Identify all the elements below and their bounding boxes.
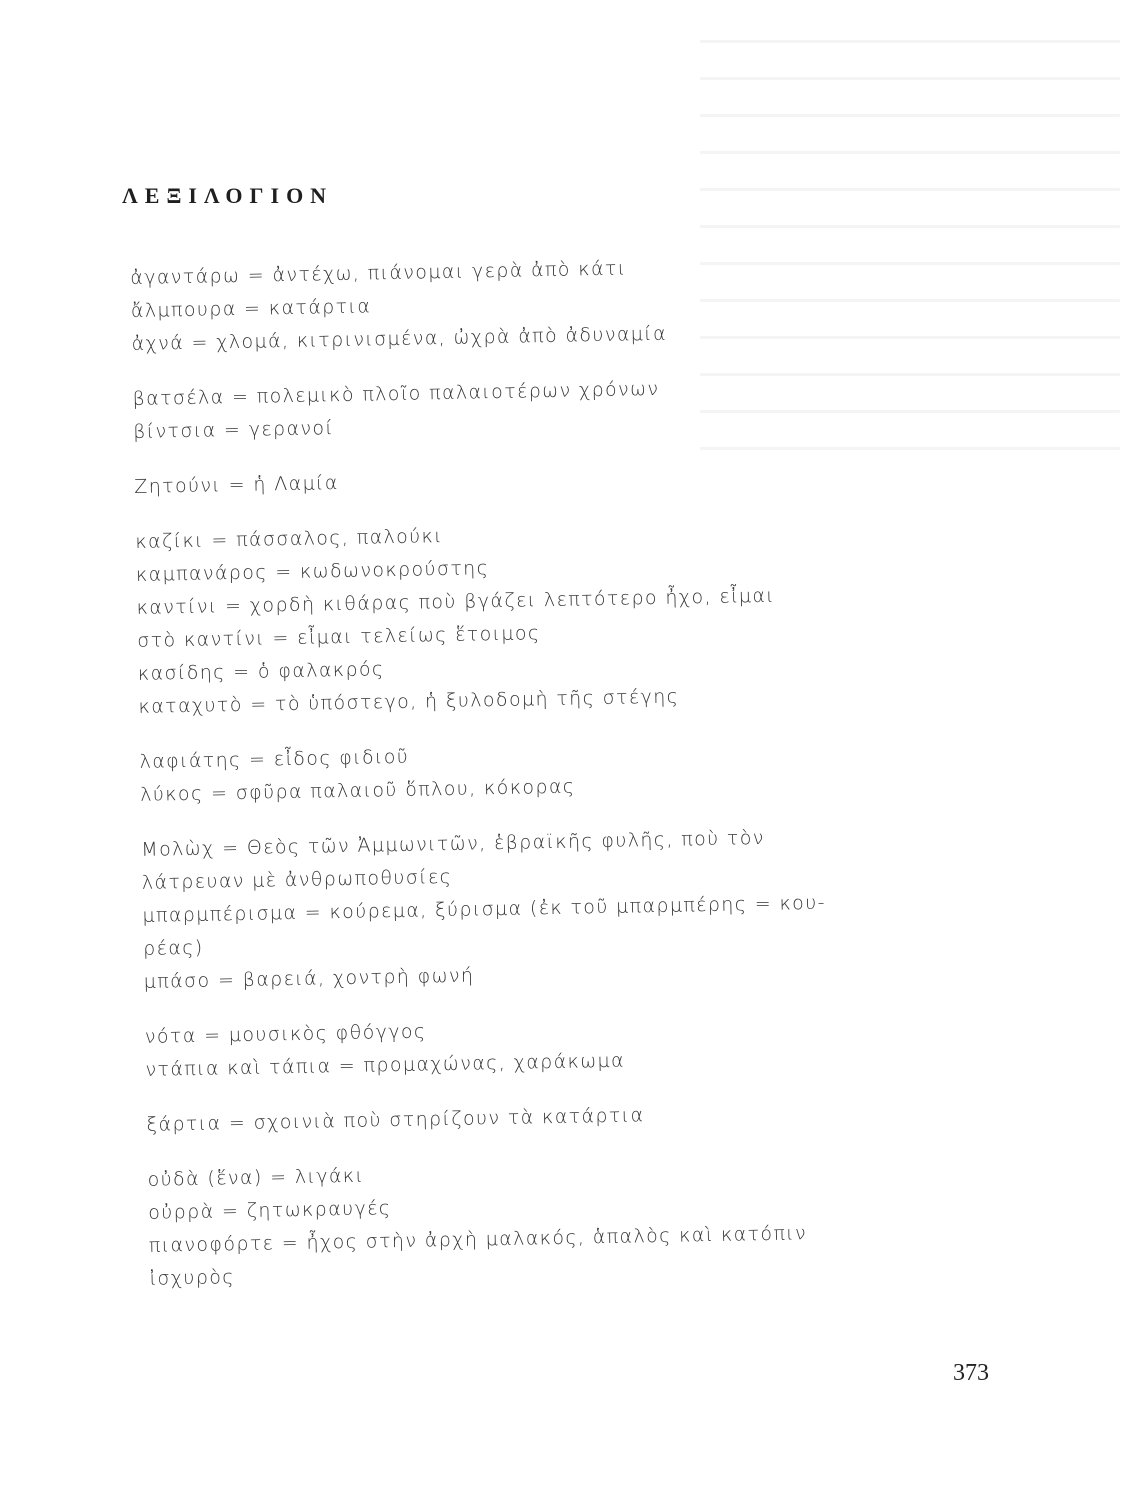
glossary-line: κασίδης = ὁ φαλακρός bbox=[137, 658, 385, 685]
glossary-group bbox=[145, 1005, 966, 1087]
glossary-line: λαφιάτης = εἶδος φιδιοῦ bbox=[139, 745, 410, 773]
glossary-line: ντάπια καὶ τάπια = προμαχώνας, χαράκωμα bbox=[145, 1049, 626, 1081]
glossary-line: μπαρμπέρισμα = κούρεμα, ξύρισμα (ἐκ τοῦ μπαρμπέρης = κου- bbox=[142, 891, 827, 927]
glossary-line: λάτρευαν μὲ ἀνθρωποθυσίες bbox=[141, 865, 453, 894]
glossary-line: ρέας) bbox=[142, 936, 204, 960]
glossary-line: καταχυτὸ = τὸ ὑπόστεγο, ἡ ξυλοδομὴ τῆς στέγης bbox=[138, 685, 680, 718]
glossary-line: ἀχνά = χλομά, κιτρινισμένα, ὠχρὰ ἀπὸ ἀδυναμία bbox=[131, 322, 668, 355]
glossary-line: οὐρρὰ = ζητωκραυγές bbox=[148, 1197, 392, 1224]
glossary-group bbox=[132, 367, 953, 449]
glossary-line: μπάσο = βαρειά, χοντρὴ φωνή bbox=[143, 964, 475, 993]
page-number: 373 bbox=[953, 1360, 989, 1386]
glossary-line: ἰσχυρὸς bbox=[149, 1266, 236, 1290]
page-title: ΛΕΞΙΛΟΓΙΟΝ bbox=[122, 183, 334, 208]
glossary-line: στὸ καντίνι = εἶμαι τελείως ἕτοιμος bbox=[137, 622, 541, 652]
glossary-group bbox=[147, 1148, 969, 1296]
glossary-group bbox=[130, 246, 952, 361]
glossary-line: βατσέλα = πολεμικὸ πλοῖο παλαιοτέρων χρόνων bbox=[132, 377, 660, 410]
glossary-line: Μολὼχ = Θεὸς τῶν Ἀμμωνιτῶν, ἑβραϊκῆς φυλῆς, ποὺ τὸν bbox=[141, 826, 766, 861]
glossary-line: ἄλμπουρα = κατάρτια bbox=[130, 295, 372, 322]
glossary-group bbox=[141, 818, 964, 999]
glossary-entries bbox=[130, 246, 970, 1318]
glossary-line: καμπανάρος = κωδωνοκρούστης bbox=[135, 557, 490, 586]
glossary-group bbox=[139, 730, 960, 812]
glossary-line: καζίκι = πάσσαλος, παλούκι bbox=[135, 525, 444, 553]
glossary-line: καντίνι = χορδὴ κιθάρας ποὺ βγάζει λεπτότερο ἦχο, εἶμαι bbox=[136, 584, 776, 619]
glossary-group bbox=[135, 510, 959, 724]
glossary-line: λύκος = σφῦρα παλαιοῦ ὅπλου, κόκορας bbox=[140, 775, 576, 806]
glossary-line: Ζητούνι = ἡ Λαμία bbox=[134, 472, 339, 498]
glossary-group bbox=[146, 1093, 966, 1142]
glossary-line: νότα = μουσικὸς φθόγγος bbox=[144, 1020, 427, 1048]
glossary-line: βίντσια = γερανοί bbox=[133, 417, 335, 443]
glossary-group bbox=[134, 455, 954, 504]
glossary-line: ἀγαντάρω = ἀντέχω, πιάνομαι γερὰ ἀπὸ κάτι bbox=[130, 257, 627, 289]
glossary-line: πιανοφόρτε = ἦχος στὴν ἀρχὴ μαλακός, ἁπαλὸς καὶ κατόπιν bbox=[148, 1222, 808, 1257]
glossary-line: ξάρτια = σχοινιὰ ποὺ στηρίζουν τὰ κατάρτια bbox=[146, 1104, 645, 1136]
glossary-line: οὐδὰ (ἕνα) = λιγάκι bbox=[147, 1164, 365, 1191]
